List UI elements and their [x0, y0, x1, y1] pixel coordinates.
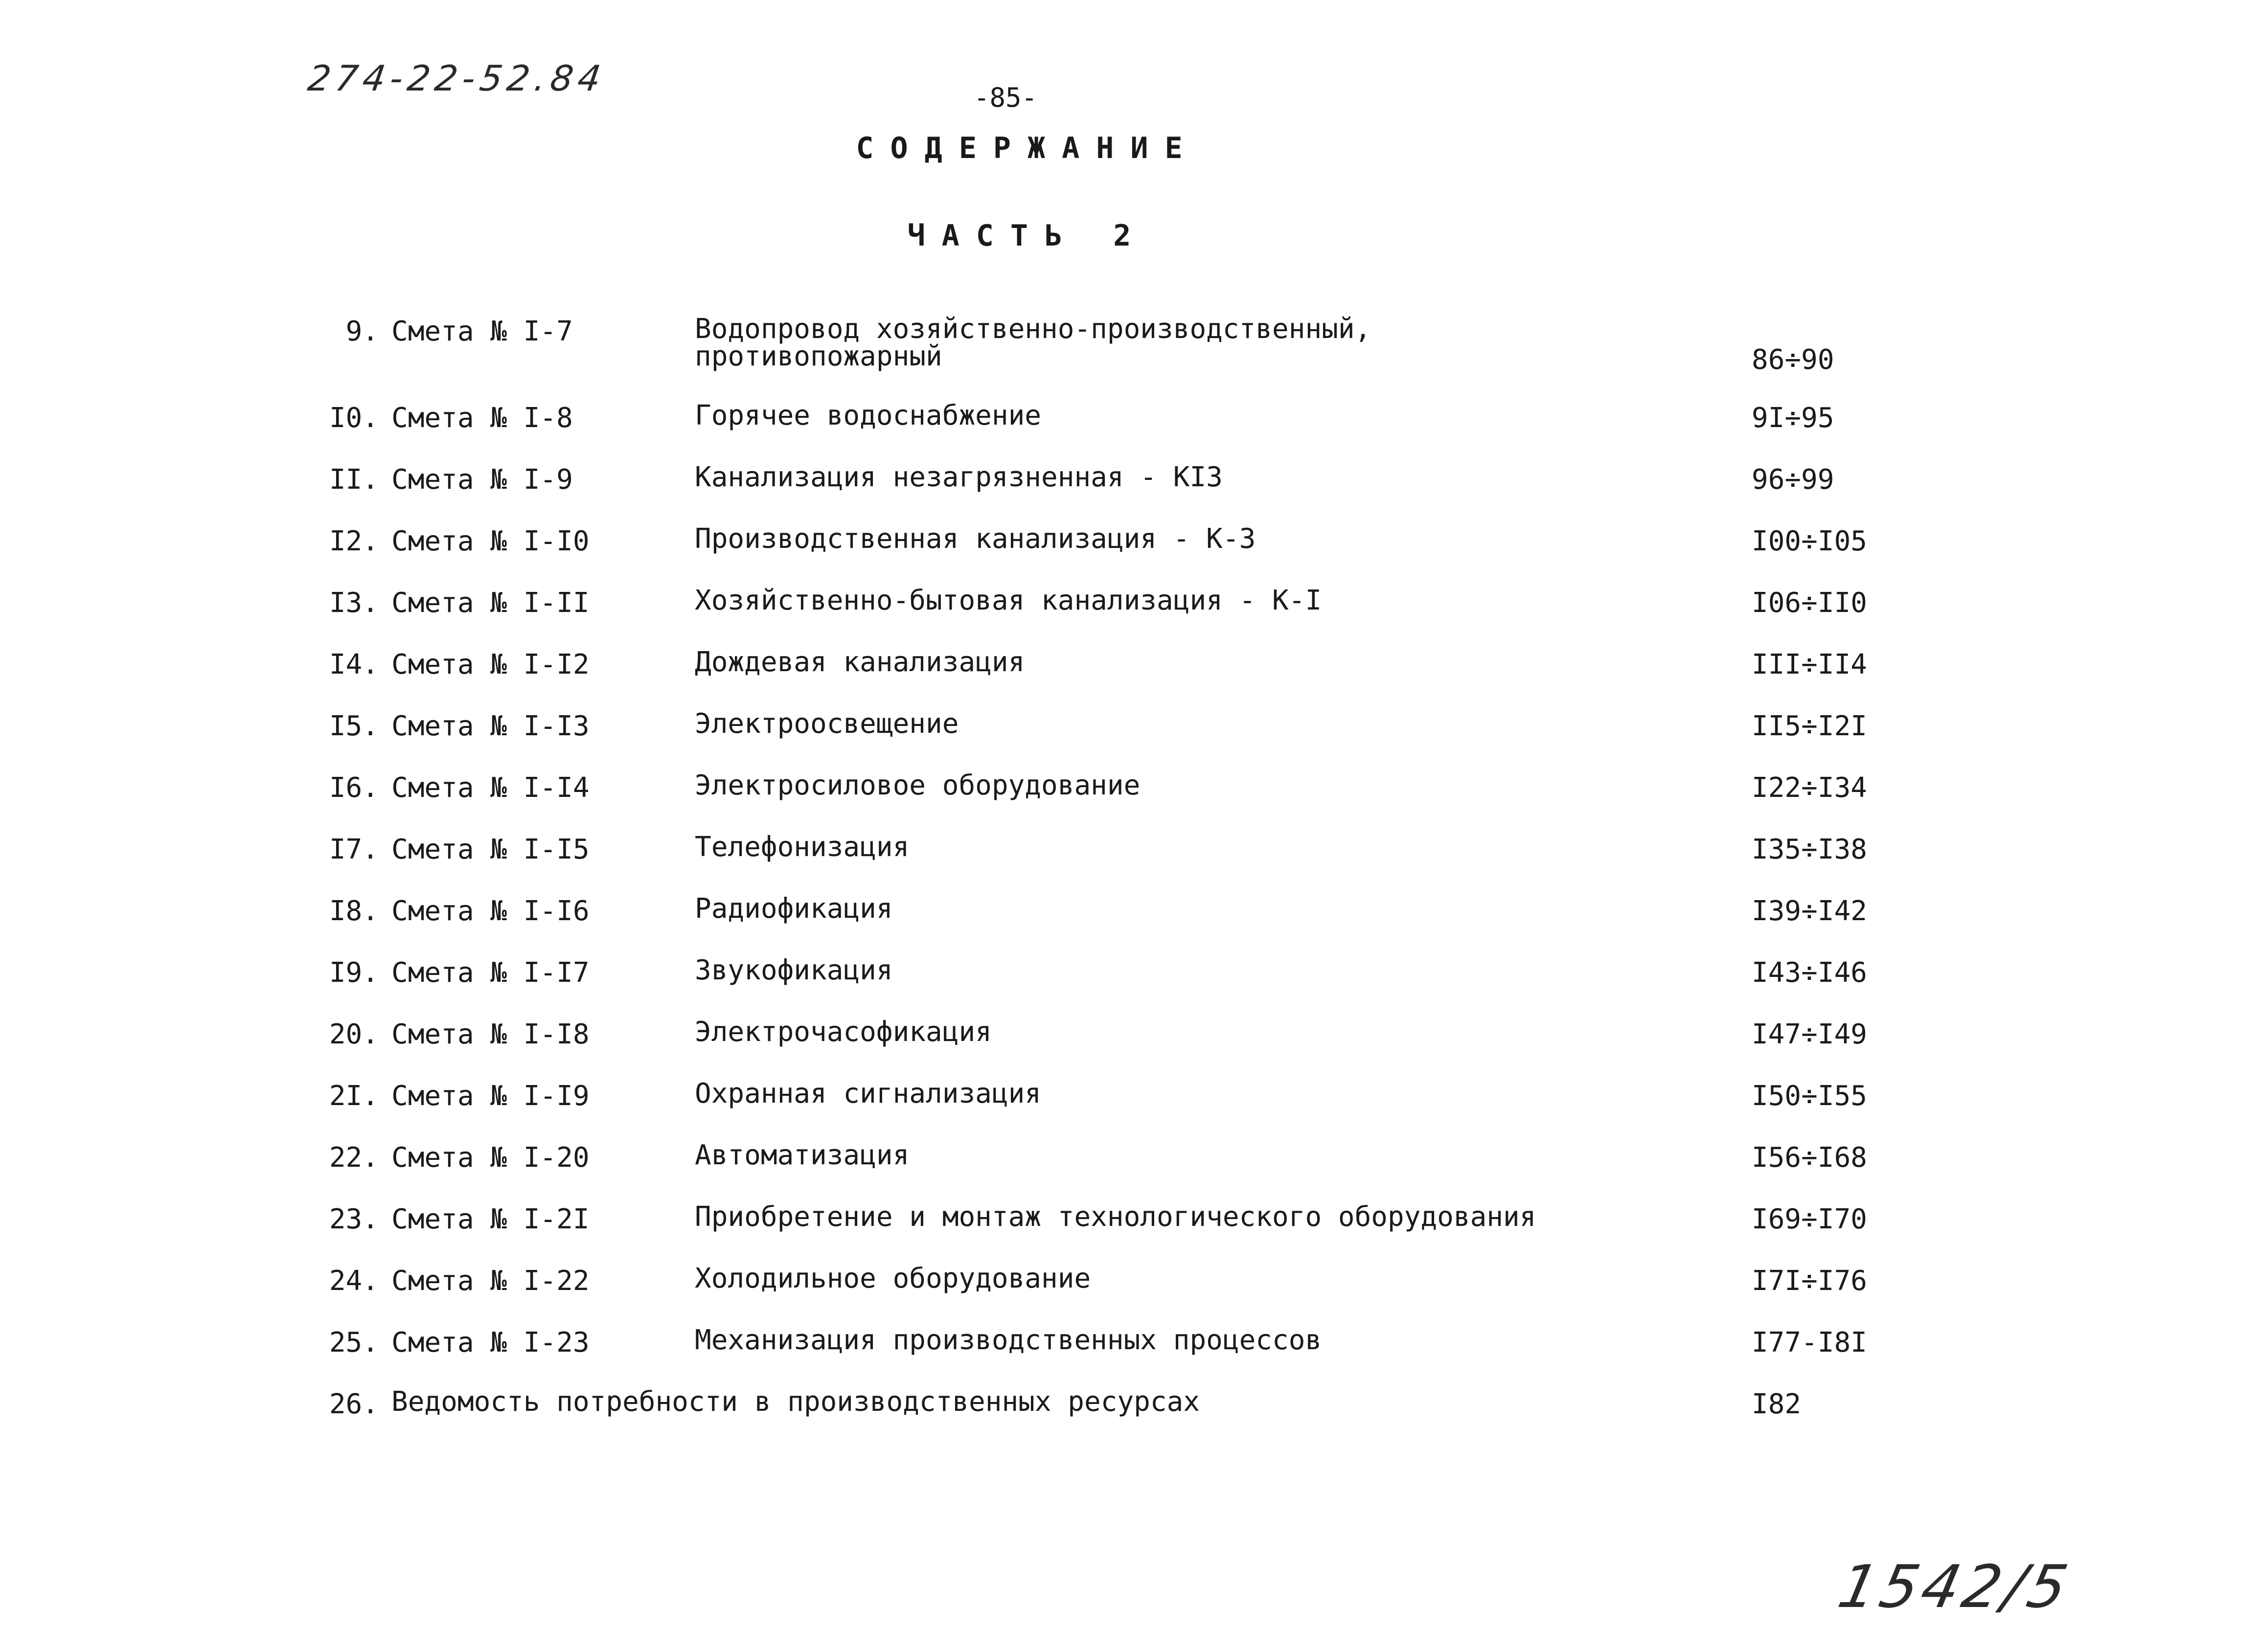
estimate-reference: Смета № I-I7 — [391, 957, 590, 989]
entry-description: Электроосвещение — [695, 708, 959, 740]
page-range: 9I÷95 — [1752, 402, 1834, 434]
toc-entry — [0, 525, 2260, 579]
entry-number: I5. — [329, 710, 379, 742]
estimate-reference: Смета № I-I4 — [391, 772, 590, 804]
page-range: I82 — [1752, 1388, 1802, 1420]
entry-number: 2I. — [329, 1080, 379, 1112]
page-number: -85- — [974, 82, 1038, 113]
entry-number: 26. — [329, 1388, 379, 1420]
toc-entry — [0, 831, 2260, 887]
entry-description: Канализация незагрязненная - КI3 — [695, 461, 1223, 493]
page-range: I77-I8I — [1752, 1327, 1868, 1358]
page-range: I39÷I42 — [1752, 895, 1868, 927]
toc-entry — [0, 954, 2260, 1011]
entry-description: Горячее водоснабжение — [695, 400, 1042, 431]
entry-number: I6. — [329, 772, 379, 804]
entry-description: Приобретение и монтаж технологического оборудования — [695, 1201, 1536, 1233]
part-heading: ЧАСТЬ 2 — [907, 219, 1148, 253]
estimate-reference: Смета № I-7 — [391, 316, 573, 347]
entry-description: Холодильное оборудование — [695, 1263, 1091, 1294]
entry-description: Хозяйственно-бытовая канализация - К-I — [695, 585, 1322, 616]
toc-entry — [0, 587, 2260, 641]
estimate-reference: Смета № I-I6 — [391, 895, 590, 927]
page-range: I22÷I34 — [1752, 772, 1868, 804]
entry-number: I7. — [329, 834, 379, 865]
toc-entry — [0, 1388, 2260, 1442]
estimate-reference: Смета № I-9 — [391, 464, 573, 496]
estimate-reference: Смета № I-I2 — [391, 649, 590, 680]
estimate-reference: Смета № I-8 — [391, 402, 573, 434]
estimate-reference: Смета № I-II — [391, 587, 590, 619]
entry-description: Радиофикация — [695, 893, 893, 925]
document-code: 274-22-52.84 — [305, 58, 609, 99]
estimate-reference: Смета № I-I3 — [391, 710, 590, 742]
entry-number: I3. — [329, 587, 379, 619]
entry-description: Водопровод хозяйственно-производственный, противопожарный — [695, 313, 1371, 372]
page-range: I35÷I38 — [1752, 834, 1868, 865]
entry-number: I0. — [329, 402, 379, 434]
entry-number: 9. — [345, 316, 379, 347]
entry-number: II. — [329, 464, 379, 496]
entry-description: Электросиловое оборудование — [695, 769, 1141, 801]
entry-number: 25. — [329, 1327, 379, 1358]
estimate-reference: Смета № I-I8 — [391, 1018, 590, 1050]
estimate-reference: Смета № I-23 — [391, 1327, 590, 1358]
toc-entry — [0, 1324, 2260, 1380]
page-range: I69÷I70 — [1752, 1203, 1868, 1235]
estimate-reference: Смета № I-2I — [391, 1203, 590, 1235]
page-range: 96÷99 — [1752, 464, 1834, 496]
toc-entry — [0, 1203, 2260, 1257]
entry-description: Механизация производственных процессов — [695, 1324, 1322, 1356]
page-range: I7I÷I76 — [1752, 1265, 1868, 1297]
estimate-reference: Смета № I-I5 — [391, 834, 590, 865]
toc-entry — [0, 1080, 2260, 1134]
page-range: I00÷I05 — [1752, 525, 1868, 557]
page-range: III÷II4 — [1752, 649, 1868, 680]
entry-number: I2. — [329, 525, 379, 557]
entry-number: 20. — [329, 1018, 379, 1050]
page-range: 86÷90 — [1752, 344, 1834, 376]
entry-number: I8. — [329, 895, 379, 927]
toc-entry — [0, 1018, 2260, 1072]
estimate-reference: Смета № I-22 — [391, 1265, 590, 1297]
page-range: I50÷I55 — [1752, 1080, 1868, 1112]
entry-description: Охранная сигнализация — [695, 1078, 1042, 1109]
toc-entry — [0, 402, 2260, 456]
entry-description: Ведомость потребности в производственных ресурсах — [391, 1386, 1200, 1418]
toc-entry — [0, 895, 2260, 949]
entry-number: I9. — [329, 957, 379, 989]
entry-number: 22. — [329, 1142, 379, 1174]
entry-number: 23. — [329, 1203, 379, 1235]
entry-number: I4. — [329, 649, 379, 680]
estimate-reference: Смета № I-20 — [391, 1142, 590, 1174]
toc-entry — [0, 1139, 2260, 1196]
entry-description: Автоматизация — [695, 1139, 910, 1171]
toc-entry — [0, 461, 2260, 518]
page-range: I06÷II0 — [1752, 587, 1868, 619]
entry-description: Производственная канализация - К-3 — [695, 523, 1256, 555]
contents-title: СОДЕРЖАНИЕ — [856, 131, 1199, 165]
entry-description: Электрочасофикация — [695, 1016, 992, 1048]
page-range: I43÷I46 — [1752, 957, 1868, 989]
page-range: I56÷I68 — [1752, 1142, 1868, 1174]
entry-description: Звукофикация — [695, 954, 893, 986]
handwritten-archive-number: 1542/5 — [1832, 1553, 2077, 1621]
entry-description: Дождевая канализация — [695, 646, 1025, 678]
toc-entry — [0, 646, 2260, 702]
toc-entry — [0, 313, 2260, 376]
estimate-reference: Смета № I-I0 — [391, 525, 590, 557]
estimate-reference: Смета № I-I9 — [391, 1080, 590, 1112]
entry-description: Телефонизация — [695, 831, 910, 863]
page-range: II5÷I2I — [1752, 710, 1868, 742]
page-range: I47÷I49 — [1752, 1018, 1868, 1050]
toc-entry — [0, 769, 2260, 826]
toc-entry — [0, 710, 2260, 764]
entry-number: 24. — [329, 1265, 379, 1297]
toc-entry — [0, 1265, 2260, 1319]
